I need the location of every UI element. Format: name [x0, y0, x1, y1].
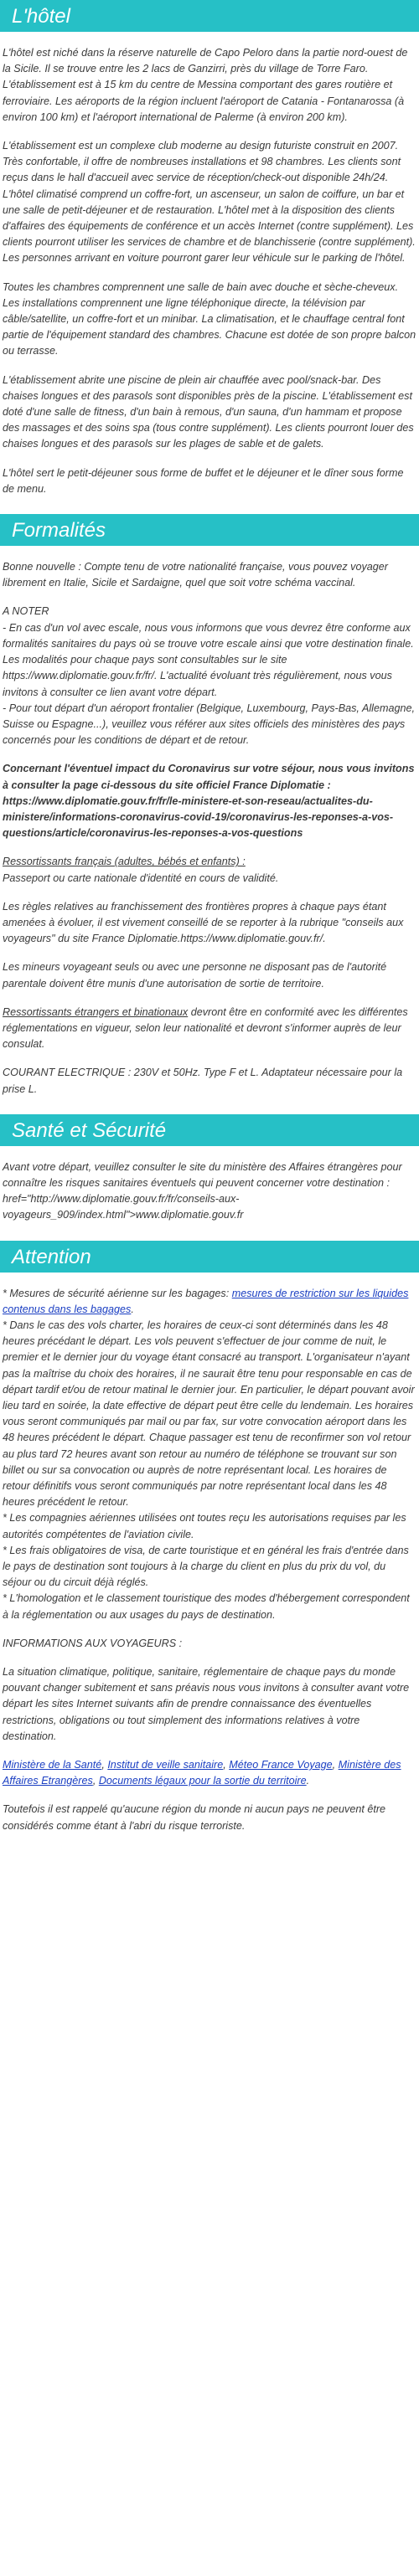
link-meteo-france[interactable]: Méteo France Voyage — [229, 1759, 333, 1771]
liquides-restriction-link[interactable]: mesures de restriction sur les liquides contenus dans les bagages — [3, 1287, 409, 1315]
sante-title: Santé et Sécurité — [12, 1118, 167, 1142]
link-separator: . — [306, 1775, 310, 1787]
link-documents-legaux[interactable]: Documents légaux pour la sortie du territoire — [98, 1775, 307, 1787]
mesures-paragraph — [3, 1286, 416, 1318]
attention-content — [0, 1286, 416, 1834]
ressortissants-heading: Ressortissants français (adultes, bébés et enfants) : — [3, 856, 246, 868]
link-separator: , — [332, 1759, 339, 1771]
link-separator: , — [223, 1759, 230, 1771]
noter-frontalier: - Pour tout départ d'un aéroport frontalier (Belgique, Luxembourg, Pays-Bas, Allemagne, Suisse ou Espagne...), veuillez vous référer aux sites officiels des ministères des pays concernés pour les conditions de départ et de retour. — [3, 702, 415, 747]
terror-paragraph: Toutefois il est rappelé qu'aucune région du monde ni aucun pays ne peuvent être considérés comme étant à l'abri du risque terroriste. — [3, 1803, 386, 1832]
hotel-location-paragraph: L'hôtel est niché dans la réserve naturelle de Capo Peloro dans la partie nord-ouest de la Sicile. Il se trouve entre les 2 lacs de Ganzirri, près du village de Torre Faro. L'établissement est à 15 km du centre de Messina comportant des gares routière et ferroviaire. Les aéroports de la région incluent l'aéroport de Catania - Fontanarossa (à environ 100 km) et l'aéroport international de Palerme (à environ 200 km). — [3, 47, 408, 123]
etrangers-heading: Ressortissants étrangers et binationaux — [3, 1005, 189, 1018]
covid-notice: Concernant l'éventuel impact du Coronavirus sur votre séjour, nous vous invitons à consulter la page ci-dessous du site officiel France Diplomatie : https://www.diplomatie.gouv.fr/fr/le-ministere-et-son-reseau/actualites-du-ministere/informations-coronavirus-covid-19/coronavirus-les-reponses-a-vos-questions/article/coronavirus-les-reponses-a-vos-questions — [3, 763, 415, 840]
hotel-banner — [0, 0, 419, 32]
info-voyageurs-heading: INFORMATIONS AUX VOYAGEURS : — [3, 1637, 183, 1649]
formalites-title: Formalités — [12, 519, 106, 542]
ressortissants-text: Passeport ou carte nationale d'identité en cours de validité. — [3, 872, 279, 884]
mesures-prefix: * Mesures de sécurité aérienne sur les bagages: — [3, 1287, 232, 1299]
sante-content — [0, 1159, 416, 1224]
formalites-intro: Bonne nouvelle : Compte tenu de votre nationalité française, vous pouvez voyager librement en Italie, Sicile et Sardaigne, quel que soit votre schéma vaccinal. — [3, 561, 388, 589]
hotel-title: L'hôtel — [12, 5, 70, 28]
attention-title: Attention — [12, 1245, 91, 1268]
link-separator: , — [92, 1775, 99, 1787]
sante-banner — [0, 1114, 419, 1146]
link-ministere-sante[interactable]: Ministère de la Santé — [3, 1759, 102, 1771]
formalites-section — [0, 514, 419, 1098]
mesures-suffix: . — [131, 1303, 134, 1315]
frais-paragraph: * Les frais obligatoires de visa, de carte touristique et en général les frais d'entrée dans le pays de destination sont toujours à la charge du client en plus du prix du vol, du séjour ou du circuit déjà réglés. — [3, 1544, 409, 1589]
ressortissants-block — [3, 854, 416, 886]
noter-modalites: Les modalités pour chaque pays sont consultables sur le site https://www.diplomatie.gouv.fr/fr/. L'actualité évoluant très régulièrement, nous vous invitons à consulter ce lien avant votre départ. — [3, 654, 392, 698]
noter-heading: A NOTER — [3, 605, 49, 618]
formalites-content — [0, 559, 416, 1098]
attention-banner — [0, 1241, 419, 1273]
link-separator: , — [101, 1759, 108, 1771]
hotel-content — [0, 45, 416, 497]
formalites-banner — [0, 514, 419, 546]
situation-paragraph: La situation climatique, politique, sanitaire, réglementaire de chaque pays du monde pouvant changer subitement et sans préavis nous vous invitons à consulter avant votre départ les sites Internet suivants afin de prendre connaissance des éventuelles restrictions, obligations ou tout simplement des informations relatives à votre destination. — [3, 1666, 410, 1742]
etrangers-text: devront être en conformité avec les différentes réglementations en vigueur, selon leur nationalité et devront s'informer auprès de leur consulat. — [3, 1005, 408, 1051]
hotel-meals-paragraph: L'hôtel sert le petit-déjeuner sous forme de buffet et le déjeuner et le dîner sous forme de menu. — [3, 466, 404, 495]
courant-paragraph: COURANT ELECTRIQUE : 230V et 50Hz. Type F et L. Adaptateur nécessaire pour la prise L. — [3, 1067, 403, 1095]
etrangers-paragraph — [3, 1005, 416, 1053]
hotel-rooms-paragraph: Toutes les chambres comprennent une salle de bain avec douche et sèche-cheveux. Les installations comprennent une ligne téléphonique directe, la télévision par câble/satellite, un coffre-fort et un minibar. La climatisation, et le chauffage central font partie de l'équipement standard des chambres. Chacune est dotée de son propre balcon ou terrasse. — [3, 280, 416, 357]
hotel-section — [0, 0, 419, 497]
hotel-pool-paragraph: L'établissement abrite une piscine de plein air chauffée avec pool/snack-bar. Des chaises longues et des parasols sont disponibles près de la piscine. L'établissement est doté d'une salle de fitness, d'un bain à remous, d'un sauna, d'un hammam et propose des massages et des soins spa (tous contre supplément). Les clients pourront louer des chaises longues et des parasols sur les plages de sable et de galets. — [3, 373, 414, 450]
sante-section — [0, 1114, 419, 1224]
noter-escale: - En cas d'un vol avec escale, nous vous informons que vous devrez être conforme aux formalités sanitaires du pays où se trouve votre escale ainsi que votre destination finale. — [3, 621, 414, 650]
attention-section — [0, 1241, 419, 1834]
link-affaires-etrangeres[interactable]: Ministère des Affaires Etrangères — [3, 1759, 401, 1787]
mineurs-paragraph: Les mineurs voyageant seuls ou avec une personne ne disposant pas de l'autorité parentale doivent être munis d'une autorisation de sortie de territoire. — [3, 961, 387, 990]
homologation-paragraph: * L'homologation et le classement touristique des modes d'hébergement correspondent à la réglementation ou aux usages du pays de destination. — [3, 1592, 410, 1621]
link-veille-sanitaire[interactable]: Institut de veille sanitaire — [107, 1759, 224, 1771]
hotel-facilities-paragraph: L'établissement est un complexe club moderne au design futuriste construit en 2007. Très confortable, il offre de nombreuses installations et 98 chambres. Les clients sont reçus dans le hall d'accueil avec service de réception/check-out disponible 24h/24. L'hôtel climatisé comprend un coffre-fort, un ascenseur, un salon de coiffure, un bar et une salle de petit-déjeuner et de restauration. L'hôtel met à la disposition des clients d'affaires des équipements de conférence et un accès Internet (contre supplément). Les clients pourront utiliser les services de chambre et de blanchisserie (contre supplément). Les personnes arrivant en voiture pourront garer leur véhicule sur le parking de l'hôtel. — [3, 140, 416, 265]
compagnies-paragraph: * Les compagnies aériennes utilisées ont toutes reçu les autorisations requises par les autorités compétentes de l'aviation civile. — [3, 1512, 406, 1540]
sante-paragraph: Avant votre départ, veuillez consulter le site du ministère des Affaires étrangères pour connaître les risques sanitaires éventuels qui peuvent concerner votre destination : href="http://www.diplomatie.gouv.fr/fr/conseils-aux-voyageurs_909/index.html">www.diplomatie.gouv.fr — [3, 1160, 402, 1221]
charter-paragraph: * Dans le cas des vols charter, les horaires de ceux-ci sont déterminés dans les 48 heures précédant le départ. Les vols peuvent s'effectuer de jour comme de nuit, le premier et le dernier jour du voyage étant consacré au transport. L'organisateur n'ayant pas la maîtrise du choix des horaires, il ne saurait être tenu pour responsable en cas de départ tardif et/ou de retour matinal le dernier jour. En particulier, le départ pouvant avoir lieu tard en soirée, la date effective de départ peut être celle du lendemain. Les horaires vous seront communiqués par mail ou par fax, sur votre convocation aéroport dans les 48 heures précédent le départ. Chaque passager est tenu de reconfirmer son vol retour au plus tard 72 heures avant son retour au numéro de téléphone se trouvant sur son billet ou sur sa convocation ou auprès de notre représentant local. Les horaires de retour définitifs vous seront communiqués par notre représentant local dans les 48 heures précédent le retour. — [3, 1319, 415, 1509]
regles-paragraph: Les règles relatives au franchissement des frontières propres à chaque pays étant amenées à évoluer, il est vivement conseillé de se reporter à la rubrique "conseils aux voyageurs" du site France Diplomatie.https://www.diplomatie.gouv.fr/. — [3, 900, 404, 945]
official-links — [3, 1757, 416, 1789]
